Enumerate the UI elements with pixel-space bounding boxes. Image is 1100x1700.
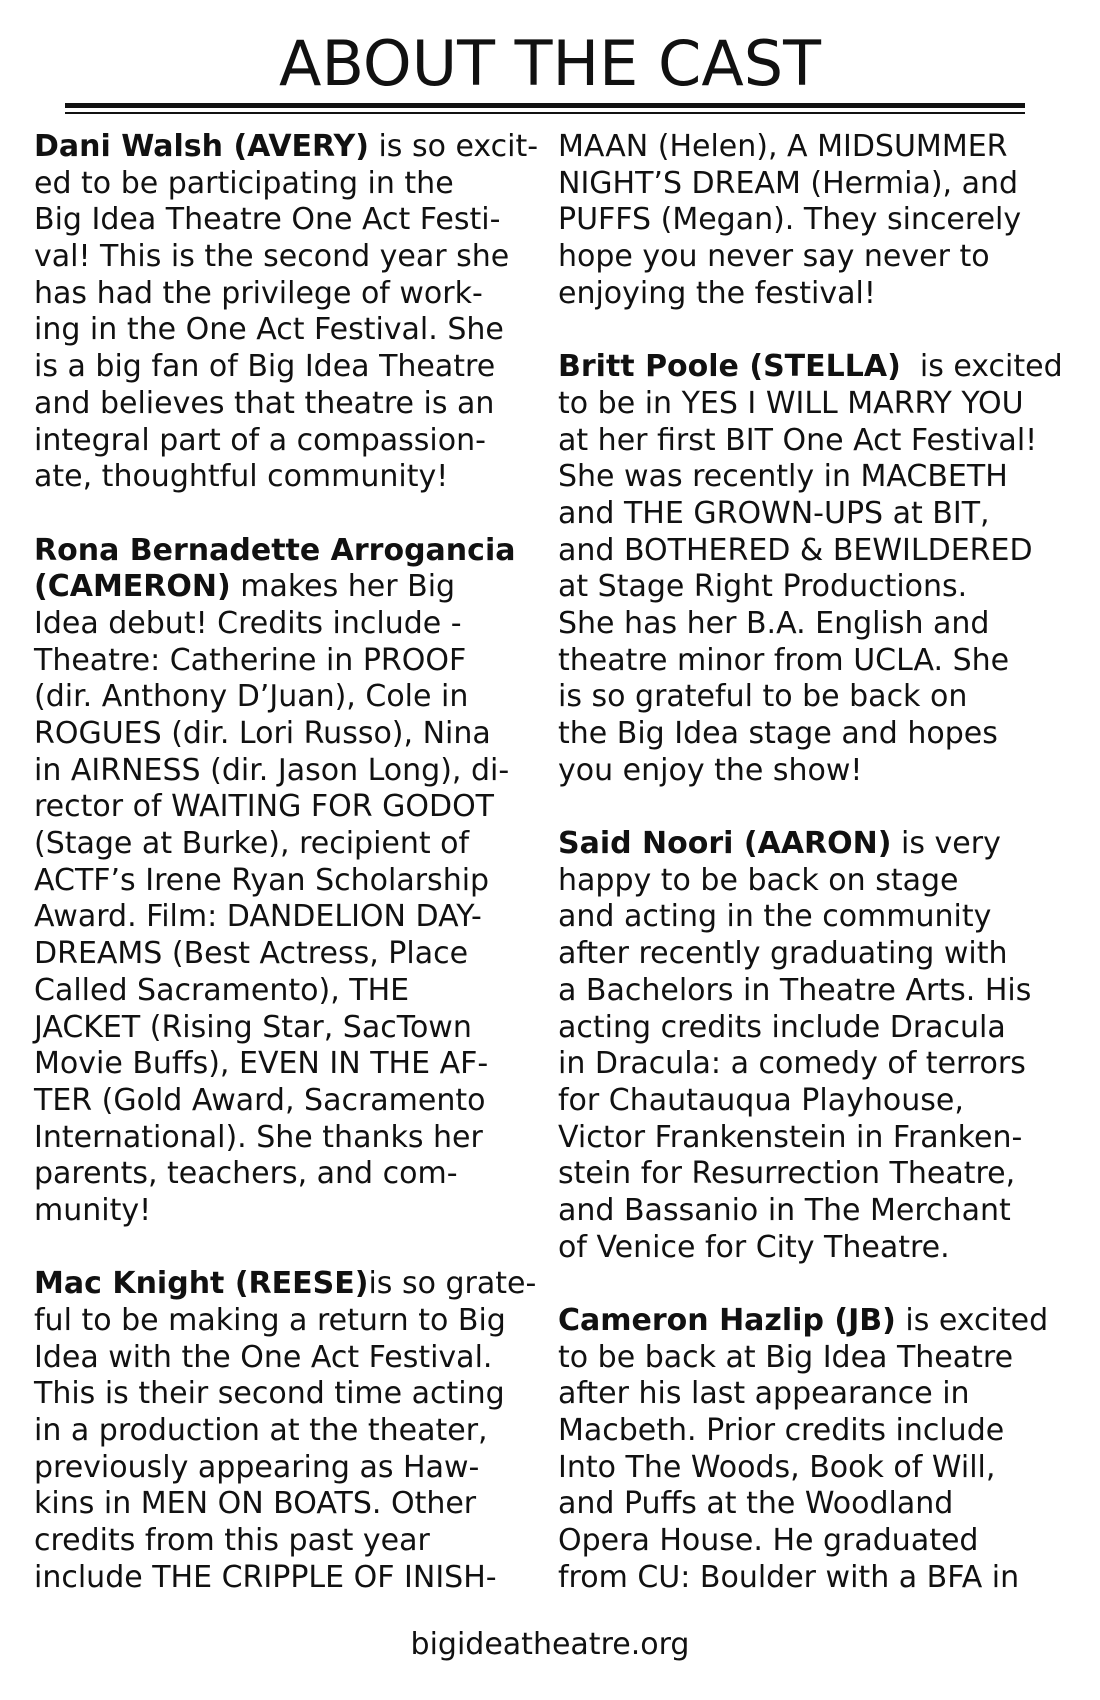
bio-line: Opera House. He graduated — [558, 1523, 979, 1559]
bio-line: after his last appearance in — [558, 1376, 970, 1412]
bio-line: MAAN (Helen), A MIDSUMMER — [558, 129, 1008, 164]
bio-text: is excited — [895, 1303, 1049, 1338]
bio-line: theatre minor from UCLA. She — [558, 642, 1010, 678]
bio-line: from CU: Boulder with a BFA in — [558, 1559, 1020, 1595]
bio-line: val! This is the second year she — [34, 239, 510, 275]
bio-line: (Stage at Burke), recipient of — [34, 826, 470, 862]
bio-line: and believes that theatre is an — [34, 385, 495, 421]
bio-text: is so excit- — [368, 129, 539, 164]
bio-line: Called Sacramento), THE — [34, 972, 410, 1008]
bio-line: Big Idea Theatre One Act Festi- — [34, 202, 501, 238]
bio-line: at Stage Right Productions. — [558, 569, 968, 605]
bio-line: after recently graduating with — [558, 936, 1008, 972]
bio-line — [34, 569, 544, 606]
bio-line: NIGHT’S DREAM (Hermia), and — [558, 165, 1019, 201]
bio-line: Idea with the One Act Festival. — [34, 1339, 493, 1375]
bio-line: Idea debut! Credits include - — [34, 605, 462, 641]
cast-name: Dani Walsh (AVERY) — [34, 129, 369, 164]
right-column — [558, 129, 1068, 1633]
bio-line: credits from this past year — [34, 1523, 430, 1559]
bio-line — [558, 1303, 1068, 1340]
bio-britt-poole — [558, 349, 1068, 789]
website-footer: bigideatheatre.org — [410, 1627, 690, 1662]
bio-line: She was recently in MACBETH — [558, 459, 1008, 495]
title-underline-thick — [65, 103, 1025, 108]
cast-name: Cameron Hazlip (JB) — [558, 1303, 896, 1338]
bio-line: for Chautauqua Playhouse, — [558, 1082, 964, 1118]
bio-line: enjoying the festival! — [558, 275, 876, 311]
bio-line: ful to be making a return to Big — [34, 1303, 506, 1338]
bio-line: International). She thanks her — [34, 1119, 483, 1155]
bio-line: JACKET (Rising Star, SacTown — [34, 1009, 472, 1045]
left-column — [34, 129, 544, 1633]
bio-line: ACTF’s Irene Ryan Scholarship — [34, 862, 490, 898]
cast-name: Britt Poole (STELLA) — [558, 349, 901, 385]
bio-line: parents, teachers, and com- — [34, 1156, 458, 1192]
bio-line: in AIRNESS (dir. Jason Long), di- — [34, 752, 510, 788]
bio-line: integral part of a compassion- — [34, 422, 486, 458]
bio-line: DREAMS (Best Actress, Place — [34, 936, 469, 972]
bio-text: is so grate- — [368, 1266, 537, 1302]
bio-line: kins in MEN ON BOATS. Other — [34, 1486, 477, 1522]
bio-text: is very — [891, 826, 1001, 862]
bio-line: in a production at the theater, — [34, 1413, 488, 1449]
bio-line: and acting in the community — [558, 899, 992, 935]
bio-line — [558, 349, 1068, 386]
bio-line: Award. Film: DANDELION DAY- — [34, 899, 482, 935]
bio-line: of Venice for City Theatre. — [558, 1229, 950, 1265]
cast-name: Said Noori (AARON) — [558, 826, 892, 862]
bio-mac-knight-continued — [558, 129, 1068, 312]
bio-cameron-hazlip — [558, 1303, 1068, 1597]
bio-line: to be in YES I WILL MARRY YOU — [558, 385, 1024, 421]
bio-line: you enjoy the show! — [558, 752, 863, 788]
bio-line: in Dracula: a comedy of terrors — [558, 1046, 1026, 1082]
bio-text: makes her Big — [230, 569, 456, 605]
bio-line — [34, 1266, 544, 1303]
bio-mac-knight — [34, 1266, 544, 1596]
bio-dani-walsh — [34, 129, 544, 496]
bio-line: is so grateful to be back on — [558, 679, 968, 715]
page-title: ABOUT THE CAST — [279, 27, 821, 100]
bio-line: hope you never say never to — [558, 239, 990, 275]
bio-text: is excited — [900, 349, 1063, 385]
bio-line: is a big fan of Big Idea Theatre — [34, 349, 496, 385]
bio-line: ed to be participating in the — [34, 165, 454, 201]
bio-line: has had the privilege of work- — [34, 275, 483, 311]
bio-line: Macbeth. Prior credits include — [558, 1413, 1005, 1449]
bio-line: Movie Buffs), EVEN IN THE AF- — [34, 1046, 489, 1082]
bio-line: This is their second time acting — [34, 1376, 505, 1412]
cast-role: (CAMERON) — [34, 569, 231, 605]
bio-line: Theatre: Catherine in PROOF — [34, 642, 467, 678]
bio-line: acting credits include Dracula — [558, 1009, 1006, 1045]
cast-name: Mac Knight (REESE) — [34, 1266, 369, 1302]
bio-line: and Bassanio in The Merchant — [558, 1192, 1011, 1228]
bio-line: ing in the One Act Festival. She — [34, 312, 504, 348]
bio-line: include THE CRIPPLE OF INISH- — [34, 1559, 497, 1595]
bio-line: (dir. Anthony D’Juan), Cole in — [34, 679, 469, 715]
bio-line: and Puffs at the Woodland — [558, 1486, 954, 1522]
bio-rona-arrogancia — [34, 533, 544, 1230]
bio-line: happy to be back on stage — [558, 862, 959, 898]
bio-line: Victor Frankenstein in Franken- — [558, 1119, 1023, 1155]
bio-line: She has her B.A. English and — [558, 605, 990, 641]
bio-line: PUFFS (Megan). They sincerely — [558, 202, 1022, 238]
bio-line — [558, 826, 1068, 863]
bio-line: to be back at Big Idea Theatre — [558, 1339, 1014, 1375]
bio-said-noori — [558, 826, 1068, 1266]
cast-name: Rona Bernadette Arrogancia — [34, 532, 516, 568]
bio-line: munity! — [34, 1192, 152, 1228]
bio-line — [34, 129, 544, 166]
bio-line: ROGUES (dir. Lori Russo), Nina — [34, 716, 491, 751]
bio-line: the Big Idea stage and hopes — [558, 716, 998, 751]
bio-line: ate, thoughtful community! — [34, 459, 449, 495]
bio-line: TER (Gold Award, Sacramento — [34, 1082, 486, 1118]
bio-line: and THE GROWN-UPS at BIT, — [558, 495, 990, 531]
bio-line: previously appearing as Haw- — [34, 1449, 480, 1485]
bio-line: at her first BIT One Act Festival! — [558, 422, 1038, 458]
bio-line: rector of WAITING FOR GODOT — [34, 789, 495, 825]
bio-line: stein for Resurrection Theatre, — [558, 1156, 1016, 1192]
bio-line: a Bachelors in Theatre Arts. His — [558, 972, 1032, 1008]
bio-line: Into The Woods, Book of Will, — [558, 1449, 996, 1485]
title-underline-thin — [65, 112, 1025, 114]
bio-line: and BOTHERED & BEWILDERED — [558, 532, 1033, 568]
